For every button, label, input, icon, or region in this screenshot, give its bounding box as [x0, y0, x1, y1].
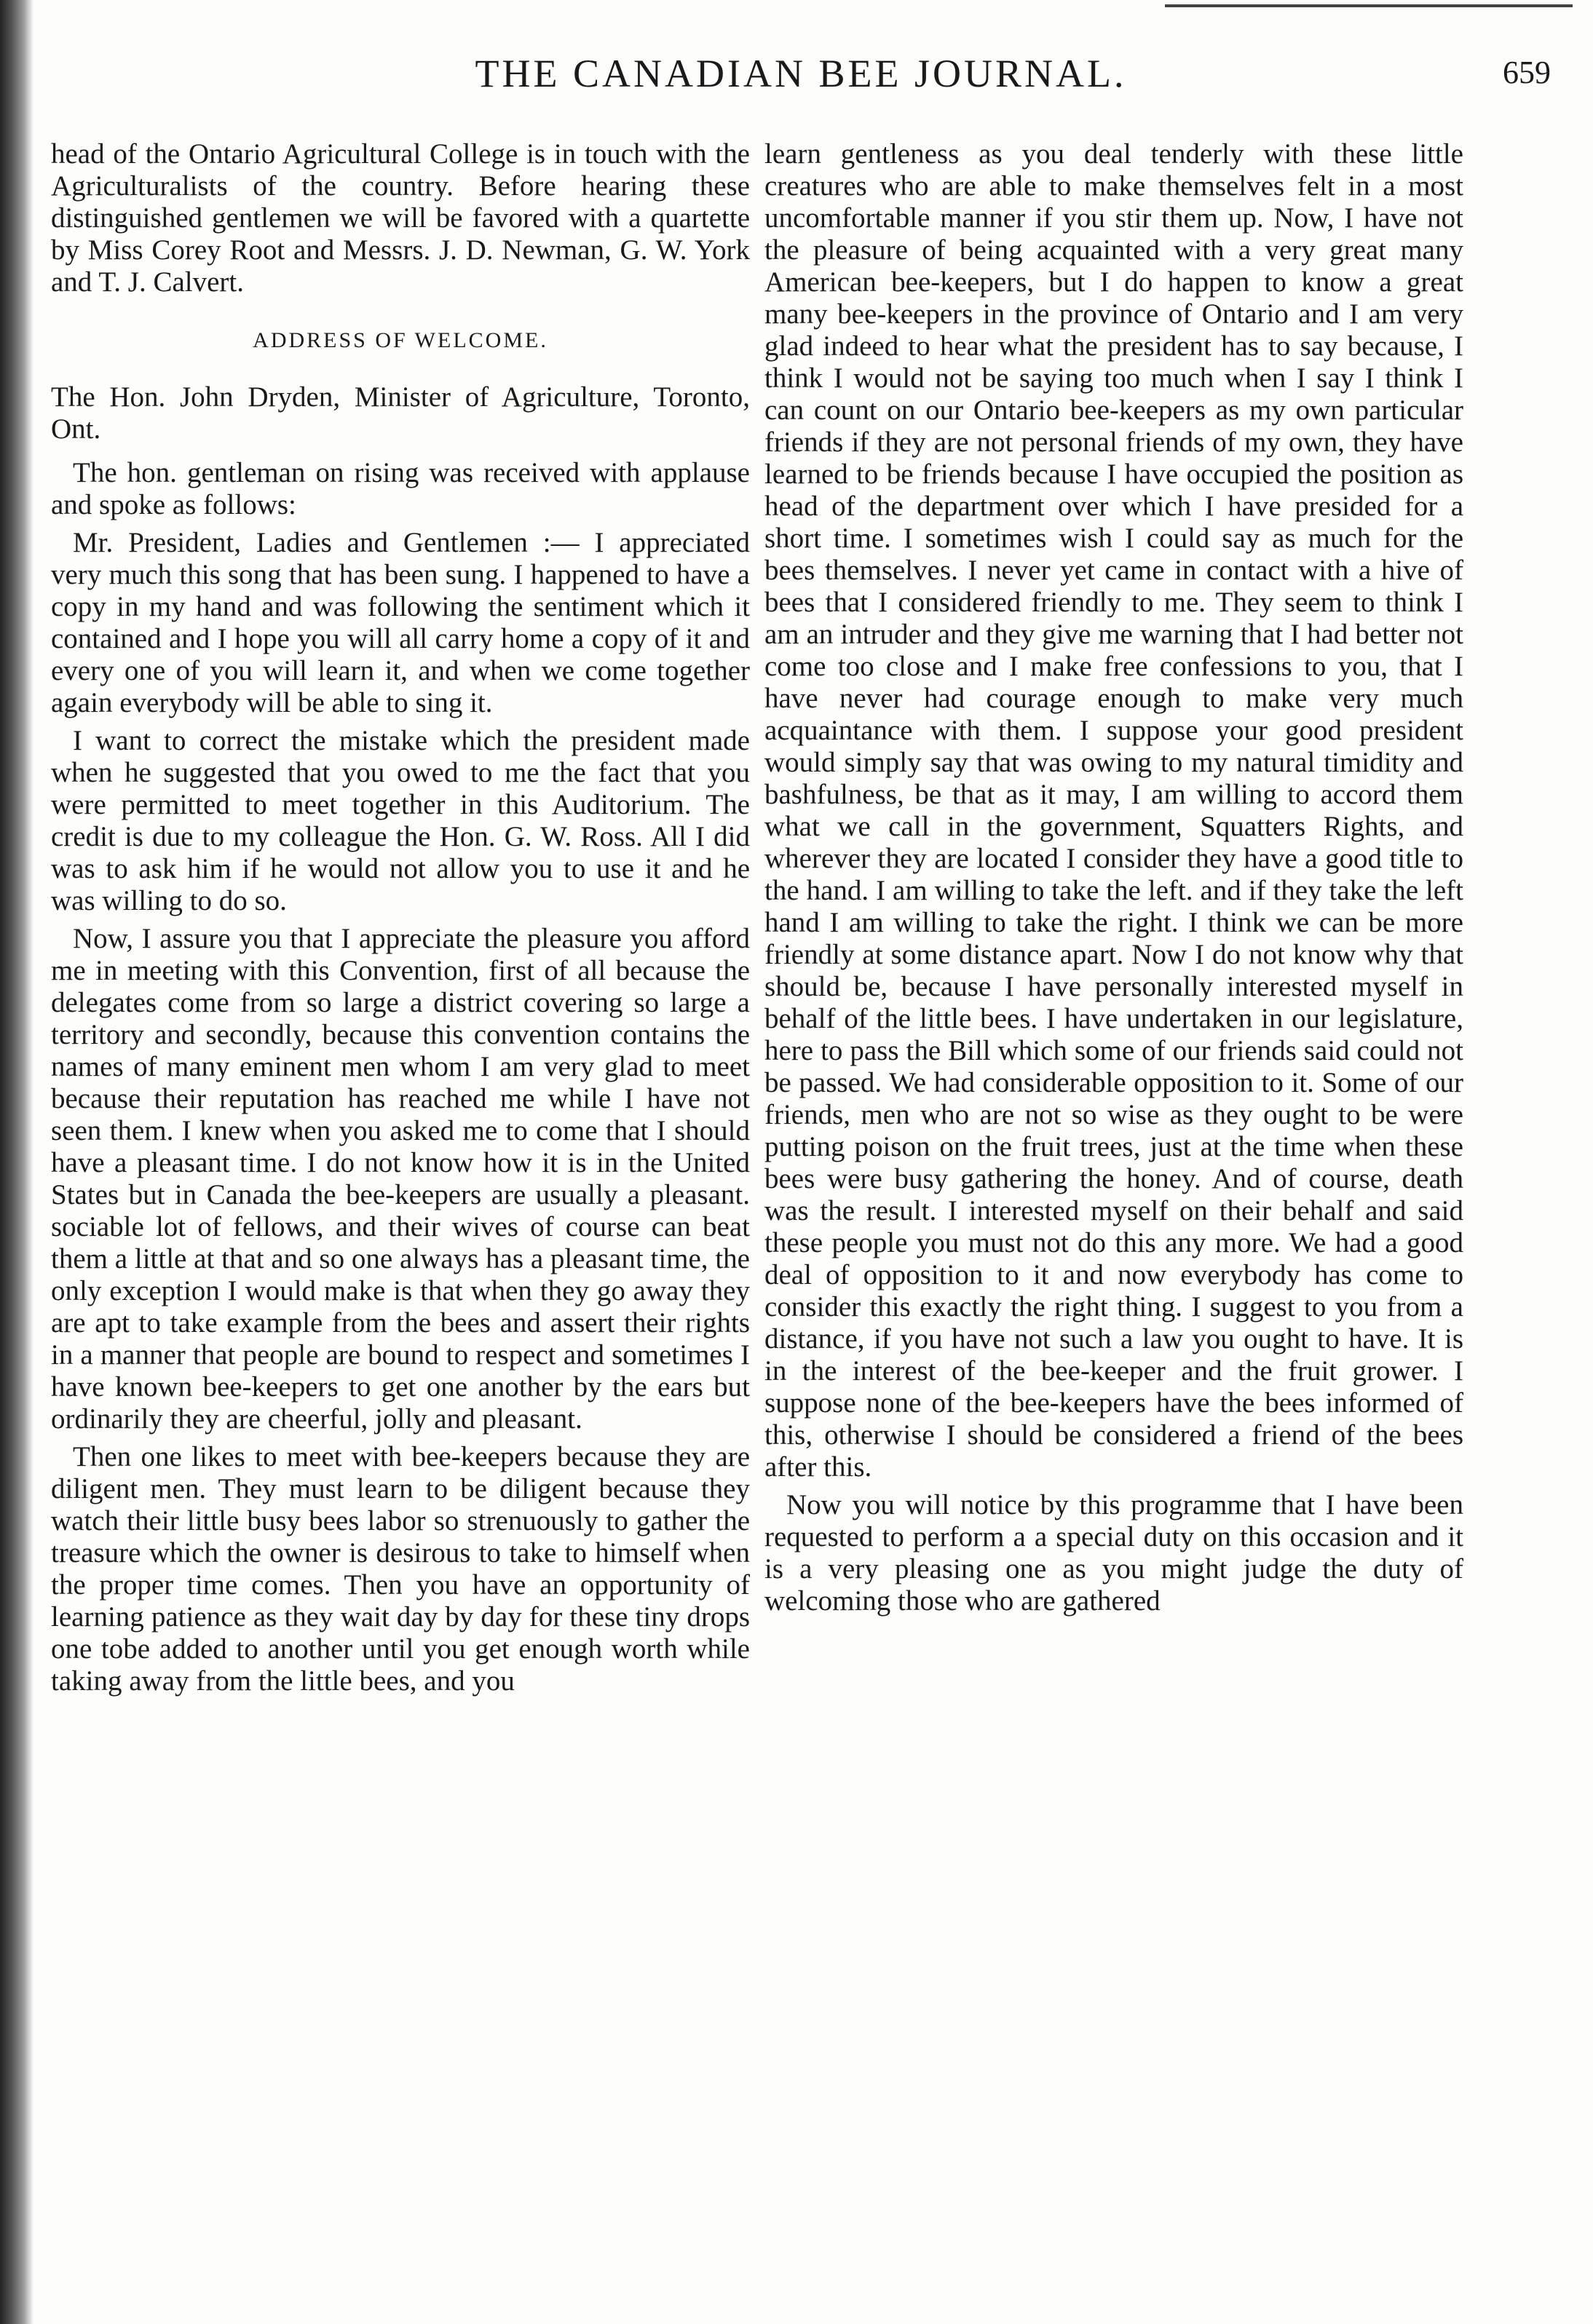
- paragraph: learn gentleness as you deal tenderly with these little creatures who are able to make themselves felt in a most uncomfortable manner if you stir them up. Now, I have not the pleasure of being acquainted with a very great many American bee-keepers, but I do happen to know a great many bee-keepers in the province of Ontario and I am very glad indeed to hear what the president has to say because, I think I would not be saying too much when I say I think I can count on our Ontario bee-keepers as my own particular friends if they are not personal friends of my own, they have learned to be friends because I have occupied the position as head of the department over which I have presided for a short time. I sometimes wish I could say as much for the bees themselves. I never yet came in contact with a hive of bees that I considered friendly to me. They seem to think I am an intruder and they give me warning that I had better not come too close and I make free confessions to you, that I have never had courage enough to make very much acquaintance with them. I suppose your good president would simply say that was owing to my natural timidity and bashfulness, be that as it may, I am willing to accord them what we call in the government, Squatters Rights, and wherever they are located I consider they have a good title to the hand. I am willing to take the left. and if they take the left hand I am willing to take the right. I think we can be more friendly at some distance apart. Now I do not know why that should be, because I have personally interested myself in behalf of the little bees. I have undertaken in our legislature, here to pass the Bill which some of our friends said could not be passed. We had considerable opposition to it. Some of our friends, men who are not so wise as they ought to be were putting poison on the fruit trees, just at the time when these bees were busy gathering the honey. And of course, death was the result. I interested myself on their behalf and said these people you must not do this any more. We had a good deal of opposition to it and now everybody has come to consider this exactly the right thing. I suggest to you from a distance, if you have not such a law you ought to have. It is in the interest of the bee-keeper and the fruit grower. I suppose none of the bee-keepers have the bees informed of this, otherwise I should be considered a friend of the bees after this.: [764, 138, 1463, 1483]
- running-title: THE CANADIAN BEE JOURNAL.: [475, 52, 1127, 95]
- paragraph: Then one likes to meet with bee-keepers because they are diligent men. They must learn to be diligent because they watch their little busy bees labor so strenuously to gather the treasure which the owner is desirous to take to himself when the proper time comes. Then you have an opportunity of learning patience as they wait day by day for these tiny drops one tobe added to another until you get enough worth while taking away from the little bees, and you: [51, 1441, 750, 1697]
- right-column: [764, 138, 1463, 1623]
- paragraph: Now you will notice by this programme that I have been requested to perform a a special duty on this occasion and it is a very pleasing one as you might judge the duty of welcoming those who are gathered: [764, 1489, 1463, 1617]
- paragraph: Mr. President, Ladies and Gentlemen :— I appreciated very much this song that has been sung. I happened to have a copy in my hand and was following the sentiment which it contained and I hope you will all carry home a copy of it and every one of you will learn it, and when we come together again everybody will be able to sing it.: [51, 527, 750, 718]
- paragraph: I want to correct the mistake which the president made when he suggested that you owed to me the fact that you were permitted to meet together in this Auditorium. The credit is due to my colleague the Hon. G. W. Ross. All I did was to ask him if he would not allow you to use it and he was willing to do so.: [51, 725, 750, 916]
- page-binding-edge: [0, 0, 33, 2324]
- paragraph: The hon. gentleman on rising was received with applause and spoke as follows:: [51, 457, 750, 520]
- section-heading: ADDRESS OF WELCOME.: [253, 328, 548, 352]
- top-rule: [1165, 4, 1573, 7]
- paragraph: Now, I assure you that I appreciate the pleasure you afford me in meeting with this Convention, first of all because the delegates come from so large a district covering so large a territory and secondly, because this convention contains the names of many eminent men whom I am very glad to meet because their reputation has reached me while I have not seen them. I knew when you asked me to come that I should have a pleasant time. I do not know how it is in the United States but in Canada the bee-keepers are usually a pleasant. sociable lot of fellows, and their wives of course can beat them a little at that and so one always has a pleasant time, the only exception I would make is that when they go away they are apt to take example from the bees and assert their rights in a manner that people are bound to respect and sometimes I have known bee-keepers to get one another by the ears but ordinarily they are cheerful, jolly and pleasant.: [51, 923, 750, 1435]
- page-number: 659: [1503, 55, 1551, 90]
- left-column: [51, 138, 750, 1703]
- speaker-line: The Hon. John Dryden, Minister of Agriculture, Toronto, Ont.: [51, 381, 750, 445]
- page-header: [44, 51, 1558, 116]
- paragraph: head of the Ontario Agricultural College is in touch with the Agriculturalists of the country. Before hearing these distinguished gentlemen we will be favored with a quartette by Miss Corey Root and Messrs. J. D. Newman, G. W. York and T. J. Calvert.: [51, 138, 750, 298]
